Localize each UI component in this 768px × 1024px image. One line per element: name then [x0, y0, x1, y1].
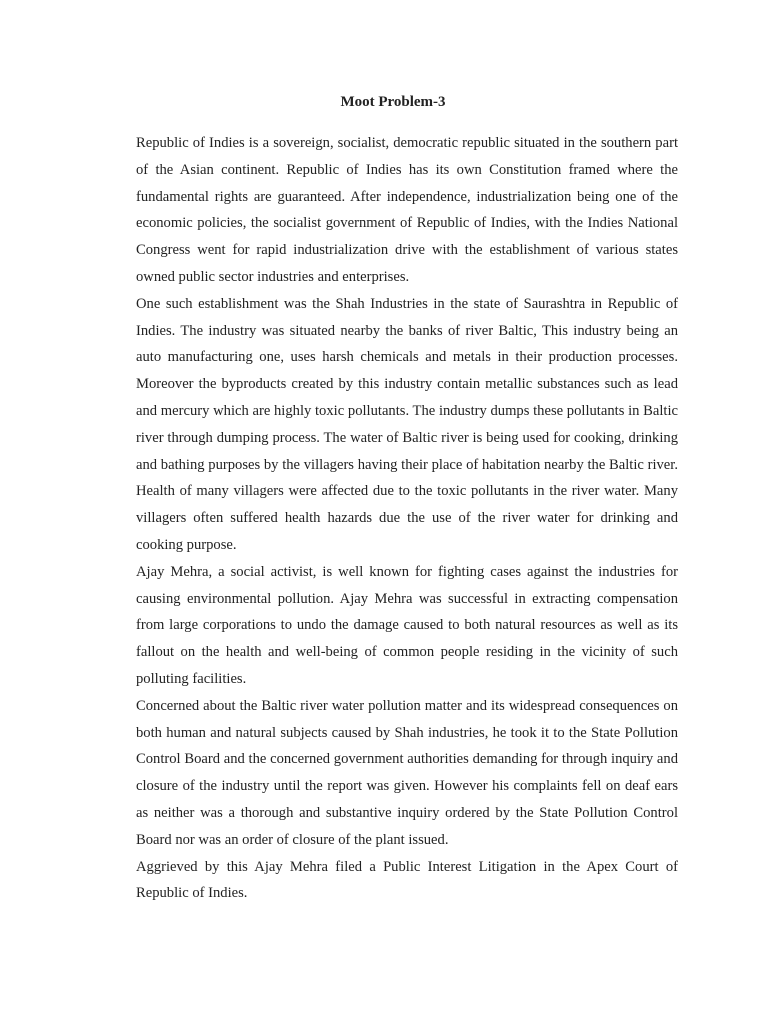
- paragraph-3: Ajay Mehra, a social activist, is well known for fighting cases against the industries for causing environmental pollution. Ajay Mehra was successful in extracting compensation from large corporations to undo the damage caused to both natural resources as well as its fallout on the health and well-being of common people residing in the vicinity of such polluting facilities.: [136, 563, 678, 687]
- paragraph-4: Concerned about the Baltic river water pollution matter and its widespread consequences on both human and natural subjects caused by Shah industries, he took it to the State Pollution Control Board and the concerned government authorities demanding for through inquiry and closure of the industry until the report was given. However his complaints fell on deaf ears as neither was a thorough and substantive inquiry ordered by the State Pollution Control Board nor was an order of closure of the plant issued.: [136, 697, 678, 848]
- paragraph-5: Aggrieved by this Ajay Mehra filed a Public Interest Litigation in the Apex Court of Republic of Indies.: [136, 858, 678, 902]
- document-page: [136, 88, 678, 907]
- document-title: Moot Problem-3: [340, 94, 446, 110]
- paragraph-1: Republic of Indies is a sovereign, socialist, democratic republic situated in the southern part of the Asian continent. Republic of Indies has its own Constitution framed where the fundamental rights are guaranteed. After independence, industrialization being one of the economic policies, the socialist government of Republic of Indies, with the Indies National Congress went for rapid industrialization drive with the establishment of various states owned public sector industries and enterprises.: [136, 135, 678, 285]
- paragraph-2: One such establishment was the Shah Industries in the state of Saurashtra in Republic of Indies. The industry was situated nearby the banks of river Baltic, This industry being an auto manufacturing one, uses harsh chemicals and metals in their production processes. Moreover the byproducts created by this industry contain metallic substances such as lead and mercury which are highly toxic pollutants. The industry dumps these pollutants in Baltic river through dumping process. The water of Baltic river is being used for cooking, drinking and bathing purposes by the villagers having their place of habitation nearby the Baltic river. Health of many villagers were affected due to the toxic pollutants in the river water. Many villagers often suffered health hazards due the use of the river water for drinking and cooking purpose.: [136, 295, 678, 553]
